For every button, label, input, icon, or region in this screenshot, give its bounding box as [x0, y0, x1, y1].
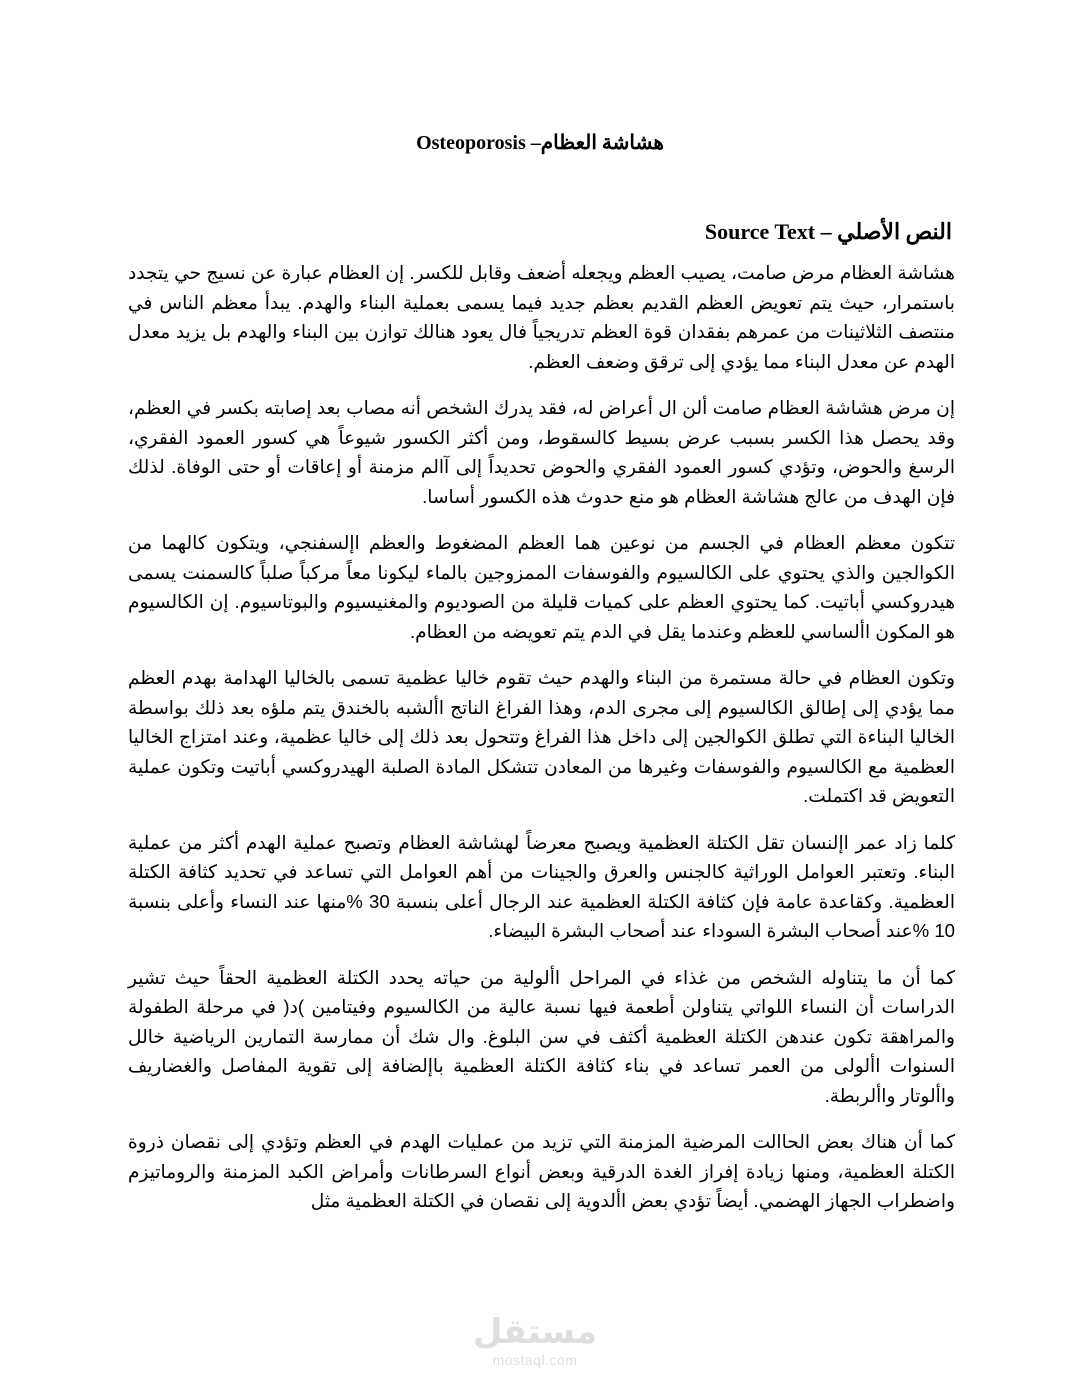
- document-title: Osteoporosis –هشاشة العظام: [416, 132, 664, 154]
- paragraph: كما أن ما يتناوله الشخص من غذاء في المراحل األولية من حياته يحدد الكتلة العظمية الحقاً حيث تشير الدراسات أن النساء اللواتي يتناولن أطعمة فيها نسبة عالية من الكالسيوم وفيتامين )د( في مرحلة الطفولة والمراهقة تكون عندهن الكتلة العظمية أكثف في سن البلوغ. وال شك أن ممارسة التمارين الرياضية خالل السنوات األولى من العمر تساعد في بناء كثافة الكتلة العظمية باإلضافة إلى تقوية المفاصل والغضاريف واألوتار واألربطة.: [128, 966, 955, 1106]
- paragraph: تتكون معظم العظام في الجسم من نوعين هما العظم المضغوط والعظم اإلسفنجي، ويتكون كالهما من الكوالجين والذي يحتوي على الكالسيوم والفوسفات الممزوجين بالماء ليكونا معاً مركباً صلباً كالسمنت يسمى هيدروكسي أباتيت. كما يحتوي العظم على كميات قليلة من الصوديوم والمغنيسيوم والبوتاسيوم. إن الكالسيوم هو المكون األساسي للعظم وعندما يقل في الدم يتم تعويضه من العظام.: [128, 532, 955, 642]
- paragraph: كلما زاد عمر اإلنسان تقل الكتلة العظمية ويصبح معرضاً لهشاشة العظام وتصبح عملية الهدم أكثر من عملية البناء. وتعتبر العوامل الوراثية كالجنس والعرق والجينات من أهم العوامل التي تساعد في تحديد كثافة الكتلة العظمية. وكقاعدة عامة فإن كثافة الكتلة العظمية عند الرجال أعلى بنسبة 30 %منها عند النساء وأعلى بنسبة 10 %عند أصحاب البشرة السوداء عند أصحاب البشرة البيضاء.: [128, 831, 955, 941]
- paragraph: هشاشة العظام مرض صامت، يصيب العظم ويجعله أضعف وقابل للكسر. إن العظام عبارة عن نسيج حي يتجدد باستمرار، حيث يتم تعويض العظم القديم بعظم جديد فيما يسمى بعملية البناء والهدم. يبدأ معظم الناس في منتصف الثلاثينات من عمرهم بفقدان قوة العظم تدريجياً فال يعود هنالك توازن بين البناء والهدم بل يزيد معدل الهدم عن معدل البناء مما يؤدي إلى ترقق وضعف العظم.: [128, 262, 955, 372]
- section-heading: النص الأصلي – Source Text: [704, 219, 952, 244]
- body-text: [128, 258, 955, 1233]
- paragraph: وتكون العظام في حالة مستمرة من البناء والهدم حيث تقوم خاليا عظمية تسمى بالخاليا الهدامة بهدم العظم مما يؤدي إلى إطالق الكالسيوم إلى مجرى الدم، وهذا الفراغ الناتج األشبه بالخندق يتم ملؤه بعد ذلك بواسطة الخاليا البناءة التي تطلق الكوالجين إلى داخل هذا الفراغ وتتحول بعد ذلك إلى خاليا عظمية، وعند امتزاج الخاليا العظمية مع الكالسيوم والفوسفات وغيرها من المعادن تتشكل المادة الصلبة الهيدروكسي أباتيت وتكون عملية التعويض قد اكتملت.: [128, 667, 955, 806]
- mostaql-watermark: [455, 1312, 615, 1368]
- watermark-url: mostaql.com: [492, 1352, 578, 1368]
- paragraph: إن مرض هشاشة العظام صامت ألن ال أعراض له، فقد يدرك الشخص أنه مصاب بعد إصابته بكسر في العظم، وقد يحصل هذا الكسر بسبب عرض بسيط كالسقوط، ومن أكثر الكسور شيوعاً هي كسور العمود الفقري، الرسغ والحوض، وتؤدي كسور العمود الفقري والحوض تحديداً إلى آالم مزمنة أو إعاقات أو حتى الوفاة. لذلك فإن الهدف من عالج هشاشة العظام هو منع حدوث هذه الكسور أساسا.: [128, 397, 955, 507]
- paragraph: كما أن هناك بعض الحاالت المرضية المزمنة التي تزيد من عمليات الهدم في العظم وتؤدي إلى نقصان ذروة الكتلة العظمية، ومنها زيادة إفراز الغدة الدرقية وبعض أنواع السرطانات وأمراض الكبد المزمنة والروماتيزم واضطراب الجهاز الهضمي. أيضاً تؤدي بعض األدوية إلى نقصان في الكتلة العظمية مثل: [128, 1131, 955, 1211]
- watermark-logo: مستقل: [472, 1312, 598, 1352]
